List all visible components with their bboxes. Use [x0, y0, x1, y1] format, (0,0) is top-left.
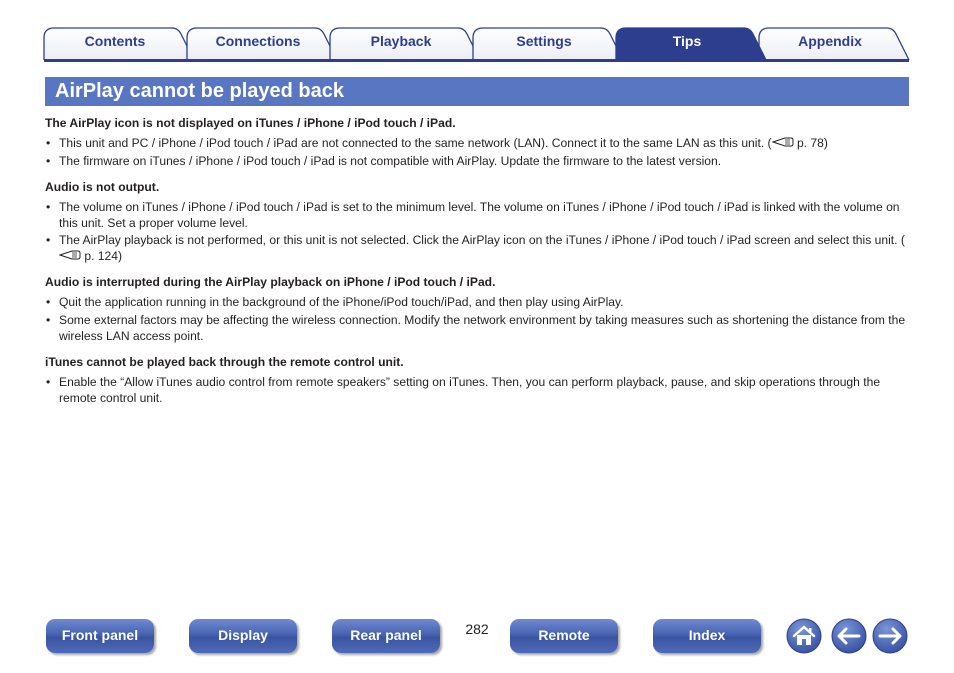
- tab-appendix[interactable]: Appendix: [798, 33, 862, 49]
- page-number: 282: [465, 621, 489, 637]
- front-panel-button[interactable]: Front panel: [46, 619, 154, 653]
- tab-tips[interactable]: Tips: [672, 33, 702, 49]
- remote-button[interactable]: Remote: [510, 619, 618, 653]
- list-item: • Some external factors may be affecting the wireless connection. Modify the network environment by taking measures such as shortening the distance from the wireless LAN access point.: [45, 312, 911, 344]
- list-item: • The firmware on iTunes / iPhone / iPod touch / iPad is not compatible with AirPlay. Update the firmware to the latest version.: [45, 153, 911, 169]
- page-reference-icon: [59, 249, 81, 261]
- tab-contents[interactable]: Contents: [84, 33, 146, 49]
- home-icon[interactable]: [786, 618, 822, 654]
- page-reference-link[interactable]: p. 78): [793, 136, 828, 150]
- tab-playback[interactable]: Playback: [370, 33, 432, 49]
- list-item: • Enable the “Allow iTunes audio control from remote speakers” setting on iTunes. Then, you can perform playback, pause, and skip operations through the remote control unit.: [45, 374, 911, 406]
- page-title-bar: [45, 77, 909, 106]
- page-reference-icon: [772, 136, 794, 148]
- display-button[interactable]: Display: [189, 619, 297, 653]
- page-title: AirPlay cannot be played back: [55, 80, 344, 102]
- tab-settings[interactable]: Settings: [516, 33, 572, 49]
- list-item: • The volume on iTunes / iPhone / iPod touch / iPad is set to the minimum level. The volume on iTunes / iPhone / iPod touch / iPad is linked with the volume on this unit. Set a proper volume level.: [45, 199, 911, 231]
- forward-arrow-icon[interactable]: [872, 618, 908, 654]
- page-content: [45, 115, 911, 406]
- rear-panel-button[interactable]: Rear panel: [332, 619, 440, 653]
- index-button[interactable]: Index: [653, 619, 761, 653]
- list-item: • Quit the application running in the background of the iPhone/iPod touch/iPad, and then play using AirPlay.: [45, 294, 911, 310]
- bullet-list: [45, 294, 911, 344]
- tab-connections[interactable]: Connections: [215, 33, 301, 49]
- tab-baseline: [44, 59, 909, 62]
- section-heading: Audio is not output.: [45, 180, 160, 194]
- bullet-list: [45, 374, 911, 406]
- list-item: • The AirPlay playback is not performed, or this unit is not selected. Click the AirPlay icon on the iTunes / iPhone / iPod touch / iPad screen and select this unit. ( p. 124): [45, 232, 911, 264]
- list-item: • This unit and PC / iPhone / iPod touch / iPad are not connected to the same network (LAN). Connect it to the same LAN as this unit. ( p. 78): [45, 135, 911, 151]
- section-heading: Audio is interrupted during the AirPlay playback on iPhone / iPod touch / iPad.: [45, 275, 496, 289]
- top-tab-bar: [0, 0, 954, 64]
- bullet-list: [45, 199, 911, 264]
- back-arrow-icon[interactable]: [831, 618, 867, 654]
- section-heading: iTunes cannot be played back through the remote control unit.: [45, 355, 404, 369]
- tab-shapes: [0, 0, 954, 64]
- bullet-list: [45, 135, 911, 169]
- section-heading: The AirPlay icon is not displayed on iTunes / iPhone / iPod touch / iPad.: [45, 116, 456, 130]
- page-reference-link[interactable]: p. 124): [81, 249, 123, 263]
